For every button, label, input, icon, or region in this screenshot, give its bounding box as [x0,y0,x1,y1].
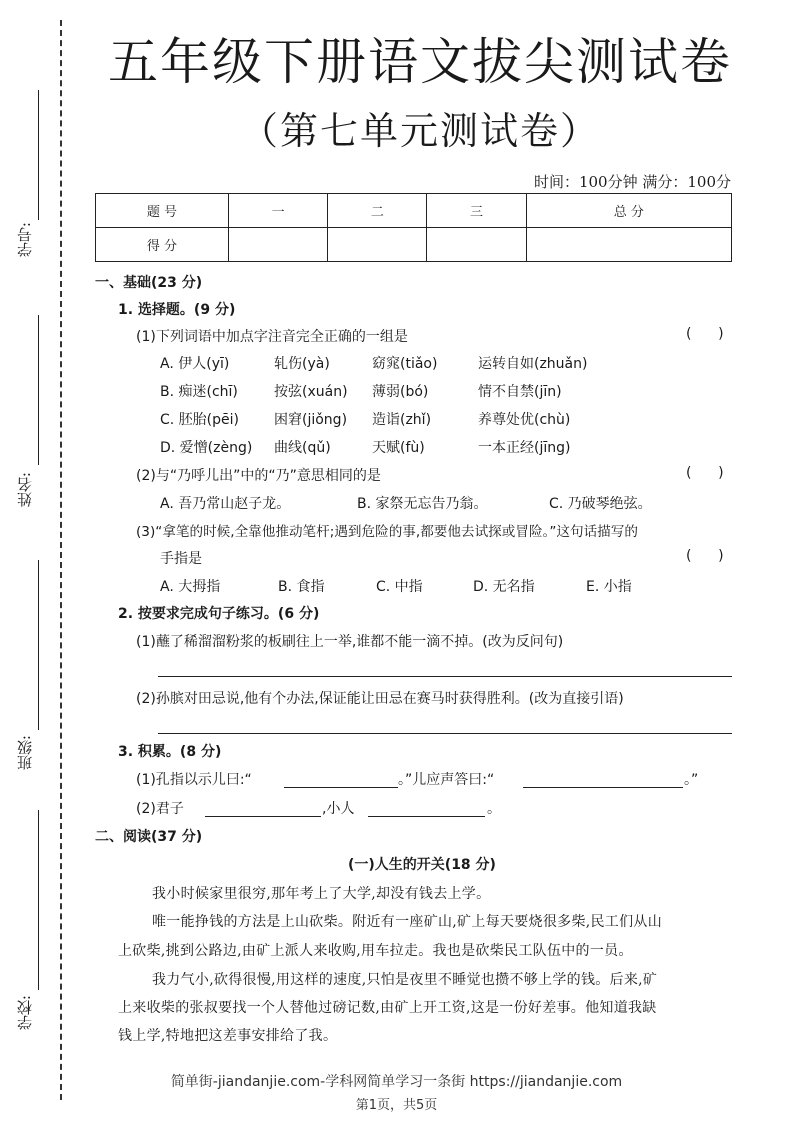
q1-title: 1. 选择题。(9 分) [118,302,236,318]
name-line [38,315,39,465]
exam-meta: 时间：100分钟 满分：100分 [533,173,731,191]
q1-option-c-1[interactable]: C. 胚胎(pēi) [160,412,239,428]
q1-sub1-text: (1)下列词语中加点字注音完全正确的一组是 [136,329,408,345]
q1-option-c-2: 困窘(jiǒng) [274,412,348,428]
q3-sub2-blank-2[interactable] [368,816,485,817]
q1-sub1-answer-paren[interactable]: ( ) [686,326,724,342]
q1-sub3-option-c[interactable]: C. 中指 [376,579,423,595]
q1-option-b-4: 情不自禁(jīn) [478,384,562,400]
score-header-cell: 三 [427,194,526,228]
q2-title: 2. 按要求完成句子练习。(6 分) [118,606,320,622]
passage-line: 我小时候家里很穷,那年考上了大学,却没有钱去上学。 [152,886,491,902]
binding-dashed-line [60,20,62,1100]
q1-sub3-option-e[interactable]: E. 小指 [586,579,632,595]
q2-sub2-answer-line[interactable] [158,733,732,734]
q3-sub2-blank-1[interactable] [205,816,321,817]
section1-title: 一、基础(23 分) [95,275,203,291]
school-line [38,810,39,990]
q3-sub1-blank-1[interactable] [284,787,398,788]
passage-line: 上来收柴的张叔要找一个人替他过磅记数,由矿上开工资,这是一份好差事。他知道我缺 [118,1000,657,1016]
page-subtitle: （第七单元测试卷） [239,109,600,153]
q2-sub1-answer-line[interactable] [158,676,732,677]
q1-option-c-3: 造诣(zhǐ) [372,412,432,428]
q3-sub2-part-b: ,小人 [322,801,355,817]
q1-option-d-3: 天赋(fù) [372,440,425,456]
score-row-label: 得 分 [96,228,229,262]
q3-sub1-blank-2[interactable] [523,787,683,788]
q2-sub1-text: (1)蘸了稀溜溜粉浆的板刷往上一举,谁都不能一滴不掉。(改为反问句) [136,634,564,650]
score-table-score-row [96,228,732,262]
score-cell[interactable] [328,228,427,262]
section2-title: 二、阅读(37 分) [95,829,203,845]
score-table-header-row [96,194,732,228]
score-header-cell: 一 [229,194,328,228]
q2-sub2-text: (2)孙膑对田忌说,他有个办法,保证能让田忌在赛马时获得胜利。(改为直接引语) [136,691,624,707]
q1-sub3-option-b[interactable]: B. 食指 [278,579,325,595]
passage-title: (一)人生的开关(18 分) [348,857,496,873]
student-id-label: 学号: [16,222,34,258]
q1-sub2-option-a[interactable]: A. 吾乃常山赵子龙。 [160,496,291,512]
q1-sub3-text2: 手指是 [160,551,202,567]
footer-page-number: 第1页，共5页 [355,1098,438,1113]
q3-sub1-part-a: (1)孔指以示儿曰:“ [136,772,252,788]
page-title: 五年级下册语文拔尖测试卷 [108,33,732,91]
passage-line: 钱上学,特地把这差事安排给了我。 [118,1028,338,1044]
school-label: 学校: [16,995,34,1031]
score-header-cell: 二 [328,194,427,228]
score-cell[interactable] [229,228,328,262]
q1-option-d-2: 曲线(qǔ) [274,440,331,456]
name-label: 姓名: [16,472,34,508]
score-table [95,193,732,262]
q1-option-b-3: 薄弱(bó) [372,384,429,400]
q1-option-b-2: 按弦(xuán) [274,384,348,400]
q3-title: 3. 积累。(8 分) [118,744,222,760]
student-id-line [38,90,39,220]
q1-option-a-1[interactable]: A. 伊人(yī) [160,356,230,372]
class-line [38,560,39,730]
q1-option-a-4: 运转自如(zhuǎn) [478,356,588,372]
score-cell[interactable] [427,228,526,262]
q3-sub2-part-c: 。 [487,801,501,817]
q3-sub1-part-b: 。”儿应声答曰:“ [398,772,495,788]
q1-sub3-answer-paren[interactable]: ( ) [686,548,724,564]
q1-option-b-1[interactable]: B. 痴迷(chī) [160,384,238,400]
q1-option-c-4: 养尊处优(chù) [478,412,571,428]
q1-option-a-2: 轧伤(yà) [274,356,330,372]
score-header-cell: 题 号 [96,194,229,228]
passage-line: 上砍柴,挑到公路边,由矿上派人来收购,用车拉走。我也是砍柴民工队伍中的一员。 [118,943,633,959]
q1-sub2-text: (2)与“乃呼儿出”中的“乃”意思相同的是 [136,468,381,484]
score-header-cell: 总 分 [526,194,731,228]
q1-sub2-answer-paren[interactable]: ( ) [686,465,724,481]
q1-sub2-option-b[interactable]: B. 家祭无忘告乃翁。 [357,496,488,512]
q1-option-a-3: 窈窕(tiǎo) [372,356,438,372]
q1-sub3-option-d[interactable]: D. 无名指 [473,579,535,595]
footer-site: 简单街-jiandanjie.com-学科网简单学习一条街 https://jiandanjie.com [170,1074,623,1090]
q1-option-d-1[interactable]: D. 爱憎(zèng) [160,440,253,456]
passage-line: 我力气小,砍得很慢,用这样的速度,只怕是夜里不睡觉也攒不够上学的钱。后来,矿 [152,972,658,988]
q1-sub3-text: (3)“拿笔的时候,全靠他推动笔杆;遇到危险的事,都要他去试探或冒险。”这句话描写的 [136,524,638,540]
q3-sub2-part-a: (2)君子 [136,801,184,817]
q3-sub1-part-c: 。” [684,772,699,788]
q1-option-d-4: 一本正经(jīng) [478,440,571,456]
class-label: 班级: [16,735,34,771]
score-cell[interactable] [526,228,731,262]
q1-sub2-option-c[interactable]: C. 乃破琴绝弦。 [549,496,652,512]
q1-sub3-option-a[interactable]: A. 大拇指 [160,579,221,595]
passage-line: 唯一能挣钱的方法是上山砍柴。附近有一座矿山,矿上每天要烧很多柴,民工们从山 [152,914,662,930]
